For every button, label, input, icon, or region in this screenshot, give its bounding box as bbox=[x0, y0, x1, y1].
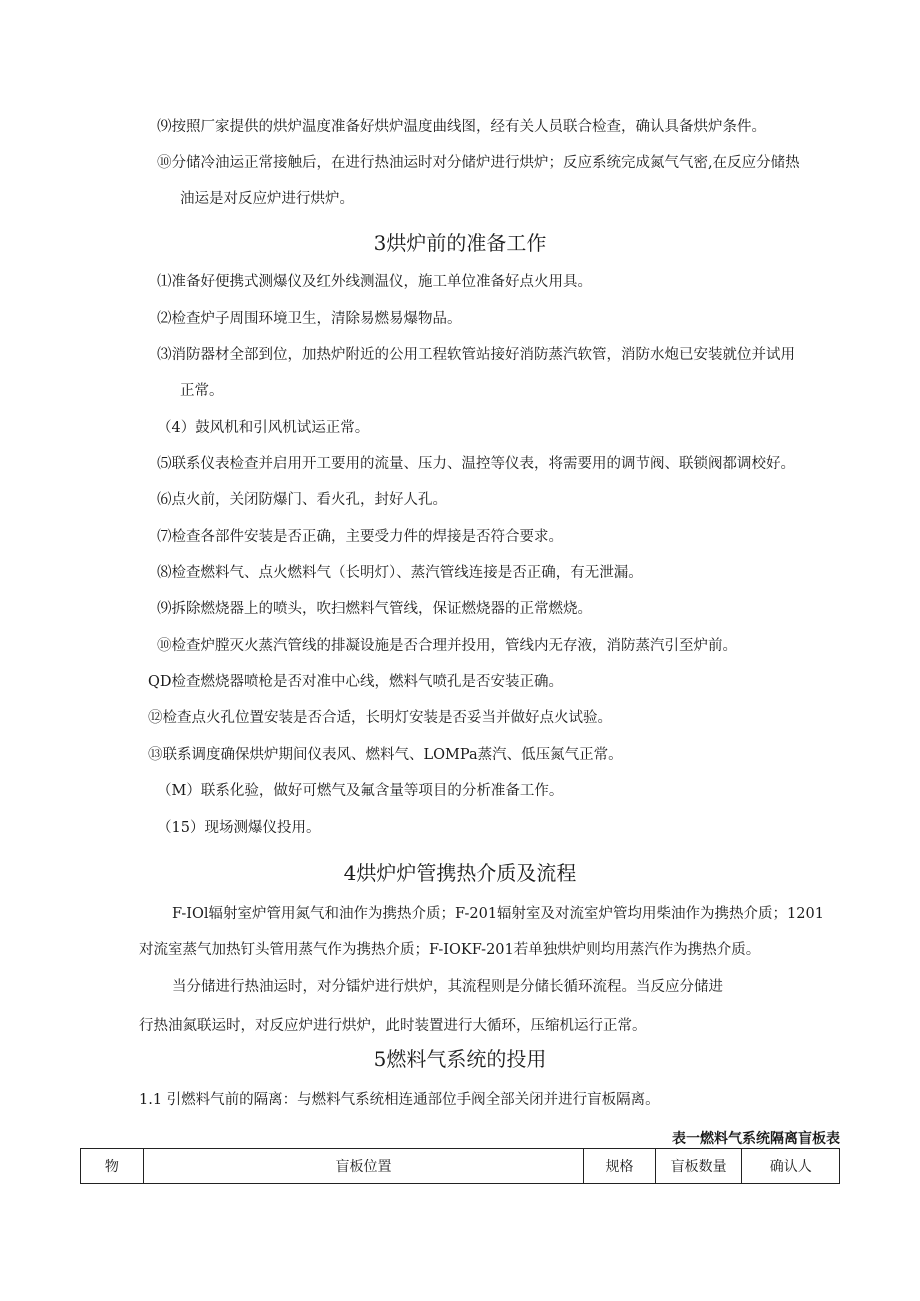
prep-item-12: ⑫检查点火孔位置安装是否合适，长明灯安装是否妥当并做好点火试验。 bbox=[148, 710, 612, 726]
header-cell-position: 盲板位置 bbox=[143, 1149, 584, 1184]
paragraph-item-10-cont: 油运是对反应炉进行烘炉。 bbox=[180, 191, 354, 207]
blind-plate-table-wrapper bbox=[80, 1148, 841, 1184]
prep-item-4: （4）鼓风机和引风机试运正常。 bbox=[157, 420, 370, 436]
header-cell-count: 盲板数量 bbox=[655, 1149, 742, 1184]
section-5-title: 5燃料气系统的投用 bbox=[373, 1047, 547, 1071]
prep-item-3: ⑶消防器材全部到位，加热炉附近的公用工程软管站接好消防蒸汽软管，消防水炮已安装就位并试用 bbox=[157, 347, 795, 363]
prep-item-10: ⑩检查炉膛灭火蒸汽管线的排凝设施是否合理并投用，管线内无存液，消防蒸汽引至炉前。 bbox=[157, 638, 737, 654]
paragraph-item-9: ⑼按照厂家提供的烘炉温度准备好烘炉温度曲线图，经有关人员联合检查，确认具备烘炉条件。 bbox=[157, 119, 766, 135]
table-caption: 表一燃料气系统隔离盲板表 bbox=[672, 1131, 840, 1147]
prep-item-7: ⑺检查各部件安装是否正确，主要受力件的焊接是否符合要求。 bbox=[157, 529, 563, 545]
prep-item-14: （M）联系化验，做好可燃气及氟含量等项目的分析准备工作。 bbox=[157, 783, 564, 799]
prep-item-5: ⑸联系仪表检查并启用开工要用的流量、压力、温控等仪表，将需要用的调节阀、联锁阀都调校好。 bbox=[157, 456, 795, 472]
prep-item-8: ⑻检查燃料气、点火燃料气（长明灯）、蒸汽管线连接是否正确，有无泄漏。 bbox=[157, 565, 643, 581]
header-cell-spec: 规格 bbox=[584, 1149, 656, 1184]
flow-paragraph-line-2: 行热油氮联运时，对反应炉进行烘炉，此时装置进行大循环，压缩机运行正常。 bbox=[139, 1018, 647, 1034]
table-header-row bbox=[81, 1149, 840, 1184]
prep-item-3-cont: 正常。 bbox=[180, 383, 224, 399]
medium-paragraph-line-2: 对流室蒸气加热钉头管用蒸气作为携热介质；F-IOKF-201若单独烘炉则均用蒸汽作为携热介质。 bbox=[139, 942, 761, 958]
prep-item-11: QD检查燃烧器喷枪是否对准中心线，燃料气喷孔是否安装正确。 bbox=[148, 674, 564, 690]
prep-item-13: ⑬联系调度确保烘炉期间仪表风、燃料气、LOMPa蒸汽、低压氮气正常。 bbox=[148, 747, 623, 763]
flow-paragraph-line-1: 当分储进行热油运时，对分镭炉进行烘炉，其流程则是分储长循环流程。当反应分储进 bbox=[172, 979, 723, 995]
prep-item-9: ⑼拆除燃烧器上的喷头，吹扫燃料气管线，保证燃烧器的正常燃烧。 bbox=[157, 601, 592, 617]
header-cell-confirmer: 确认人 bbox=[742, 1149, 840, 1184]
prep-item-6: ⑹点火前，关闭防爆门、看火孔，封好人孔。 bbox=[157, 492, 447, 508]
section-4-title: 4烘炉炉管携热介质及流程 bbox=[343, 861, 577, 885]
section-3-title: 3烘炉前的准备工作 bbox=[373, 231, 547, 255]
prep-item-2: ⑵检查炉子周围环境卫生，清除易燃易爆物品。 bbox=[157, 311, 462, 327]
prep-item-1: ⑴准备好便携式测爆仪及红外线测温仪，施工单位准备好点火用具。 bbox=[157, 274, 592, 290]
prep-item-15: （15）现场测爆仪投用。 bbox=[157, 820, 321, 836]
medium-paragraph-line-1: F-IOl辐射室炉管用氮气和油作为携热介质；F-201辐射室及对流室炉管均用柴油作为携热介质；1201 bbox=[172, 906, 824, 922]
header-cell-material: 物 bbox=[81, 1149, 144, 1184]
paragraph-item-10: ⑩分储冷油运正常接触后，在进行热油运时对分储炉进行烘炉；反应系统完成氮气气密,在反应分储热 bbox=[157, 155, 800, 171]
isolation-paragraph: 1.1 引燃料气前的隔离：与燃料气系统相连通部位手阀全部关闭并进行盲板隔离。 bbox=[139, 1092, 660, 1108]
blind-plate-table bbox=[80, 1148, 840, 1184]
